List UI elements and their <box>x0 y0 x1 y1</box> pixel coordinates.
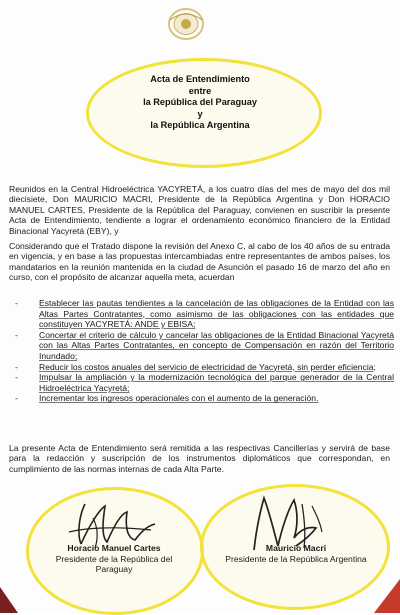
title-line: Acta de Entendimiento <box>150 74 250 84</box>
list-item <box>9 298 394 330</box>
signature-block-right <box>206 543 386 564</box>
paragraph-closing: La presente Acta de Entendimiento será remitida a las respectivas Cancillerías y servirá de base para la redacción y suscripción de los instrumentos diplomáticos que correspondan, en cumplimiento de las normas internas de cada Alta Parte. <box>9 442 390 474</box>
list-bullet: - <box>15 298 18 308</box>
title-line: entre <box>188 85 212 96</box>
signatory-role: Paraguay <box>95 564 133 575</box>
signatory-name: Mauricio Macri <box>265 543 327 553</box>
signatory-role: Presidente de la República Argentina <box>225 553 367 564</box>
signatory-role: Presidente de la República del <box>55 553 173 564</box>
page-corner-decoration <box>0 587 18 613</box>
document-title <box>100 74 300 132</box>
page-corner-decoration <box>374 579 400 613</box>
list-bullet: - <box>15 361 18 372</box>
paragraph-intro: Reunidos en la Central Hidroeléctrica YACYRETÁ, a los cuatro días del mes de mayo del dos mil diecisiete, Don MAURICIO MACRI, Presidente de la República Argentina y Don HORACIO MANUEL CARTES, Presidente de la República del Paraguay, convienen en suscribir la presente Acta de Entendimiento, tendiente a lograr el ordenamiento económico financiero de la Entidad Binacional Yacyretá (EBY), y <box>9 183 390 236</box>
list-bullet: - <box>15 329 18 340</box>
list-bullet: - <box>15 393 18 404</box>
list-item-text: Concertar el criterio de cálculo y cancelar las obligaciones de la Entidad Binacional Yacyretá con las Altas Partes Contratantes, en concepto de Compensación en razón del Territorio Inundado; <box>39 329 394 361</box>
list-item-text: Impulsar la ampliación y la modernización tecnológica del parque generador de la Central Hidroeléctrica Yacyretá; <box>39 372 394 393</box>
title-line: la República Argentina <box>150 120 250 130</box>
paragraph-considerando: Considerando que el Tratado dispone la revisión del Anexo C, al cabo de los 40 años de su entrada en vigencia, y en base a las propuestas intercambiadas entre representantes de ambos países, los mandatarios en la reunión mantenida en la ciudad de Asunción el pasado 16 de marzo del año en curso, con el propósito de alcanzar aquella meta, acuerdan <box>9 240 390 283</box>
title-line: la República del Paraguay <box>143 97 257 107</box>
title-line: y <box>197 108 203 119</box>
list-item <box>9 393 394 404</box>
signatory-name: Horacio Manuel Cartes <box>67 543 161 553</box>
list-item-text: Reducir los costos anuales del servicio de electricidad de Yacyretá, sin perder eficiencia; <box>39 361 376 372</box>
list-item-text: Incrementar los ingresos operacionales con el aumento de la generación. <box>39 393 319 404</box>
list-item-text: Establecer las pautas tendientes a la cancelación de las obligaciones de la Entidad con las Altas Partes Contratantes, como asimismo de las obligaciones con las entidades que constituyen YACYRETÁ: ANDE y EBISA; <box>39 298 394 330</box>
list-bullet: - <box>15 372 18 383</box>
list-item <box>9 362 394 373</box>
list-item <box>9 330 394 362</box>
national-seal-icon <box>166 6 206 42</box>
agreement-list <box>9 298 394 404</box>
list-item <box>9 372 394 393</box>
signature-block-left <box>20 543 208 575</box>
